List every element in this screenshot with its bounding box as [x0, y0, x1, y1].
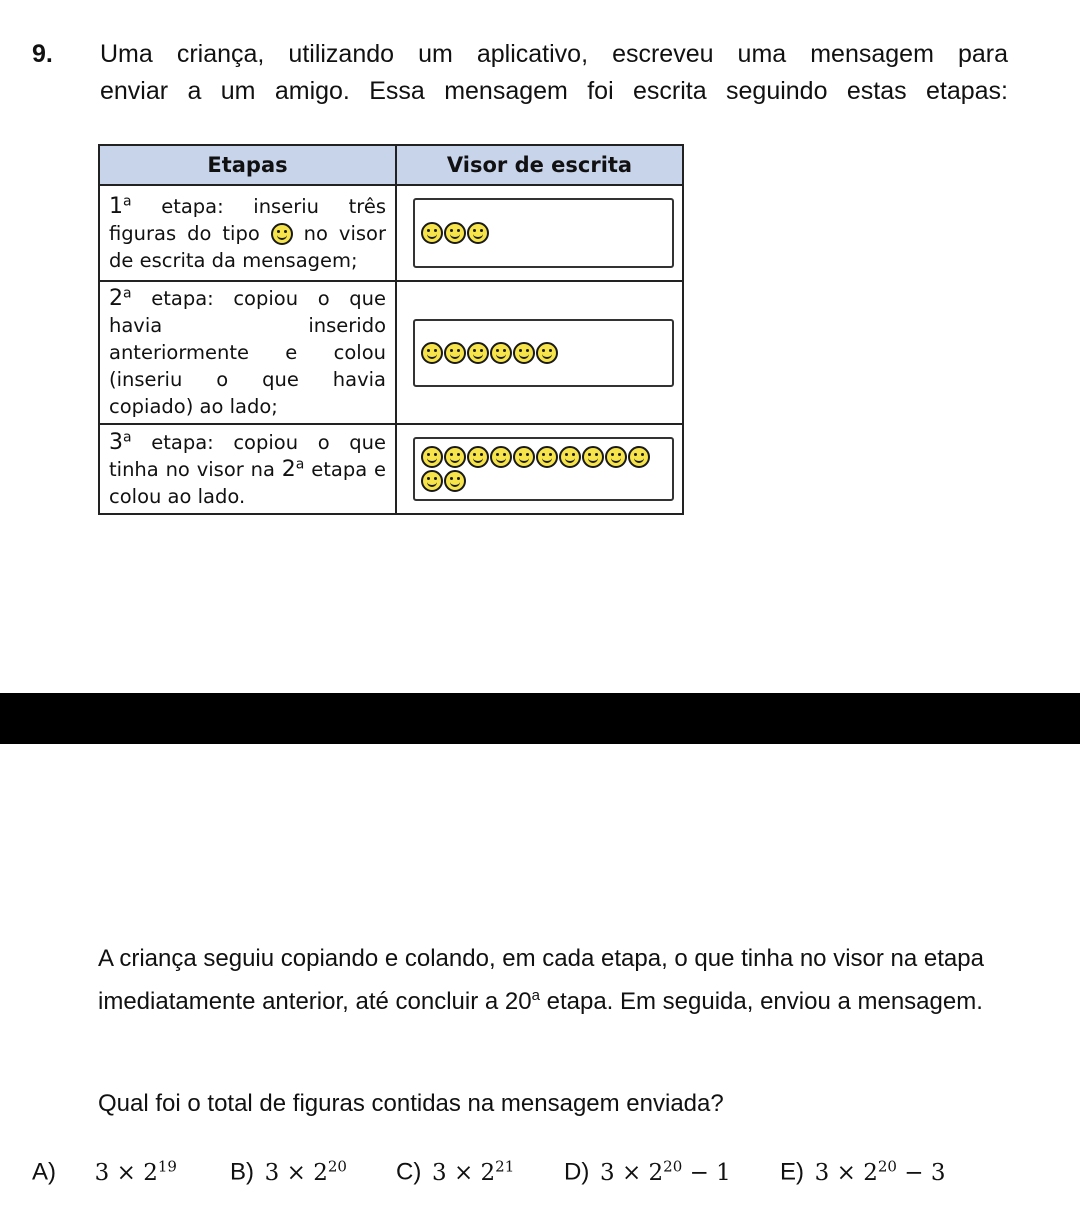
continuation-text	[98, 940, 1003, 1020]
step-3-ref-ordinal: a	[295, 456, 305, 472]
smiley-face-icon	[582, 446, 604, 468]
step-2-text	[99, 281, 396, 424]
redaction-bar	[0, 693, 1080, 744]
visor-cell-3	[396, 424, 683, 514]
visor-cell-1	[396, 185, 683, 281]
option-c-expression	[432, 1157, 515, 1186]
continuation-step-number: 20	[504, 988, 532, 1015]
question-intro-line-2: enviar a um amigo. Essa mensagem foi escrita seguindo estas etapas:	[100, 77, 1008, 105]
option-e-tail: − 3	[896, 1159, 946, 1186]
option-b[interactable]	[230, 1157, 347, 1187]
table-row	[99, 281, 683, 424]
smiley-face-icon	[444, 222, 466, 244]
option-d[interactable]	[564, 1157, 731, 1187]
option-a-base: 3 × 2	[94, 1159, 158, 1186]
question-intro-line-1: Uma criança, utilizando um aplicativo, escreveu uma mensagem para	[100, 40, 1008, 68]
option-b-letter: B)	[230, 1158, 254, 1186]
option-c-exponent: 21	[495, 1157, 515, 1175]
option-e-exponent: 20	[877, 1157, 897, 1175]
question-number: 9.	[32, 40, 53, 68]
option-a-exponent: 19	[157, 1157, 177, 1175]
option-c-base: 3 × 2	[432, 1159, 496, 1186]
question-prompt: Qual foi o total de figuras contidas na mensagem enviada?	[98, 1090, 724, 1117]
smiley-face-icon	[536, 342, 558, 364]
option-d-letter: D)	[564, 1158, 590, 1186]
smiley-face-icon	[444, 446, 466, 468]
option-e-expression	[814, 1157, 946, 1186]
header-visor: Visor de escrita	[396, 145, 683, 185]
option-d-base: 3 × 2	[600, 1159, 664, 1186]
step-3-ref-number: 2	[281, 456, 296, 482]
continuation-text-a: A criança seguiu copiando e colando, em cada etapa, o que tinha no visor na etapa imediatamente anterior, até concluir a	[98, 945, 984, 1015]
step-1-text-a: etapa: inseriu três figuras do tipo	[109, 194, 386, 245]
option-a-letter: A)	[32, 1158, 56, 1186]
option-d-tail: − 1	[682, 1159, 731, 1186]
option-a[interactable]	[32, 1157, 177, 1187]
steps-table	[98, 144, 684, 515]
smiley-face-icon	[536, 446, 558, 468]
option-b-base: 3 × 2	[264, 1159, 328, 1186]
smiley-face-icon	[467, 222, 489, 244]
smiley-face-icon	[605, 446, 627, 468]
option-d-exponent: 20	[663, 1157, 683, 1175]
smiley-face-icon	[444, 342, 466, 364]
smiley-face-icon	[513, 446, 535, 468]
option-c-letter: C)	[396, 1158, 422, 1186]
step-1-text	[99, 185, 396, 281]
table-header-row	[99, 145, 683, 185]
step-1-number: 1	[109, 193, 123, 219]
option-a-expression	[94, 1157, 177, 1186]
smiley-face-icon	[421, 470, 443, 492]
step-2-number: 2	[109, 286, 123, 311]
step-2-ordinal: a	[123, 285, 132, 302]
header-etapas: Etapas	[99, 145, 396, 185]
step-1-text-b: no visor de escrita da mensagem;	[109, 221, 386, 272]
answer-options	[32, 1157, 1052, 1201]
smiley-face-icon	[271, 223, 293, 245]
question-intro	[100, 36, 1008, 110]
visor-box-3	[413, 437, 674, 501]
smiley-face-icon	[421, 446, 443, 468]
option-e-letter: E)	[780, 1158, 804, 1186]
continuation-step-ordinal: a	[531, 987, 540, 1004]
step-3-text-b: etapa e colou ao lado.	[109, 457, 386, 508]
step-2-text-a: etapa: copiou o que havia inserido anteriormente e colou (inseriu o que havia copiado) ao lado;	[109, 287, 386, 418]
step-3-number: 3	[109, 429, 123, 455]
smiley-face-icon	[559, 446, 581, 468]
visor-box-1	[413, 198, 674, 268]
option-b-exponent: 20	[327, 1157, 347, 1175]
smiley-face-icon	[467, 446, 489, 468]
smiley-face-icon	[421, 342, 443, 364]
step-1-ordinal: a	[123, 193, 132, 209]
smiley-face-icon	[467, 342, 489, 364]
smiley-face-icon	[421, 222, 443, 244]
option-c[interactable]	[396, 1157, 514, 1187]
option-e[interactable]	[780, 1157, 945, 1187]
step-3-text	[99, 424, 396, 514]
step-3-ordinal: a	[123, 429, 132, 445]
option-d-expression	[600, 1157, 731, 1186]
visor-cell-2	[396, 281, 683, 424]
smiley-face-icon	[513, 342, 535, 364]
smiley-face-icon	[628, 446, 650, 468]
option-e-base: 3 × 2	[814, 1159, 878, 1186]
step-3-text-a: etapa: copiou o que tinha no visor na	[109, 430, 386, 481]
table-row	[99, 185, 683, 281]
smiley-face-icon	[444, 470, 466, 492]
smiley-face-icon	[490, 446, 512, 468]
continuation-paragraph	[98, 940, 1003, 1020]
visor-box-2	[413, 319, 674, 387]
option-b-expression	[264, 1157, 347, 1186]
continuation-text-b: etapa. Em seguida, enviou a mensagem.	[539, 988, 983, 1015]
table-row	[99, 424, 683, 514]
smiley-face-icon	[490, 342, 512, 364]
